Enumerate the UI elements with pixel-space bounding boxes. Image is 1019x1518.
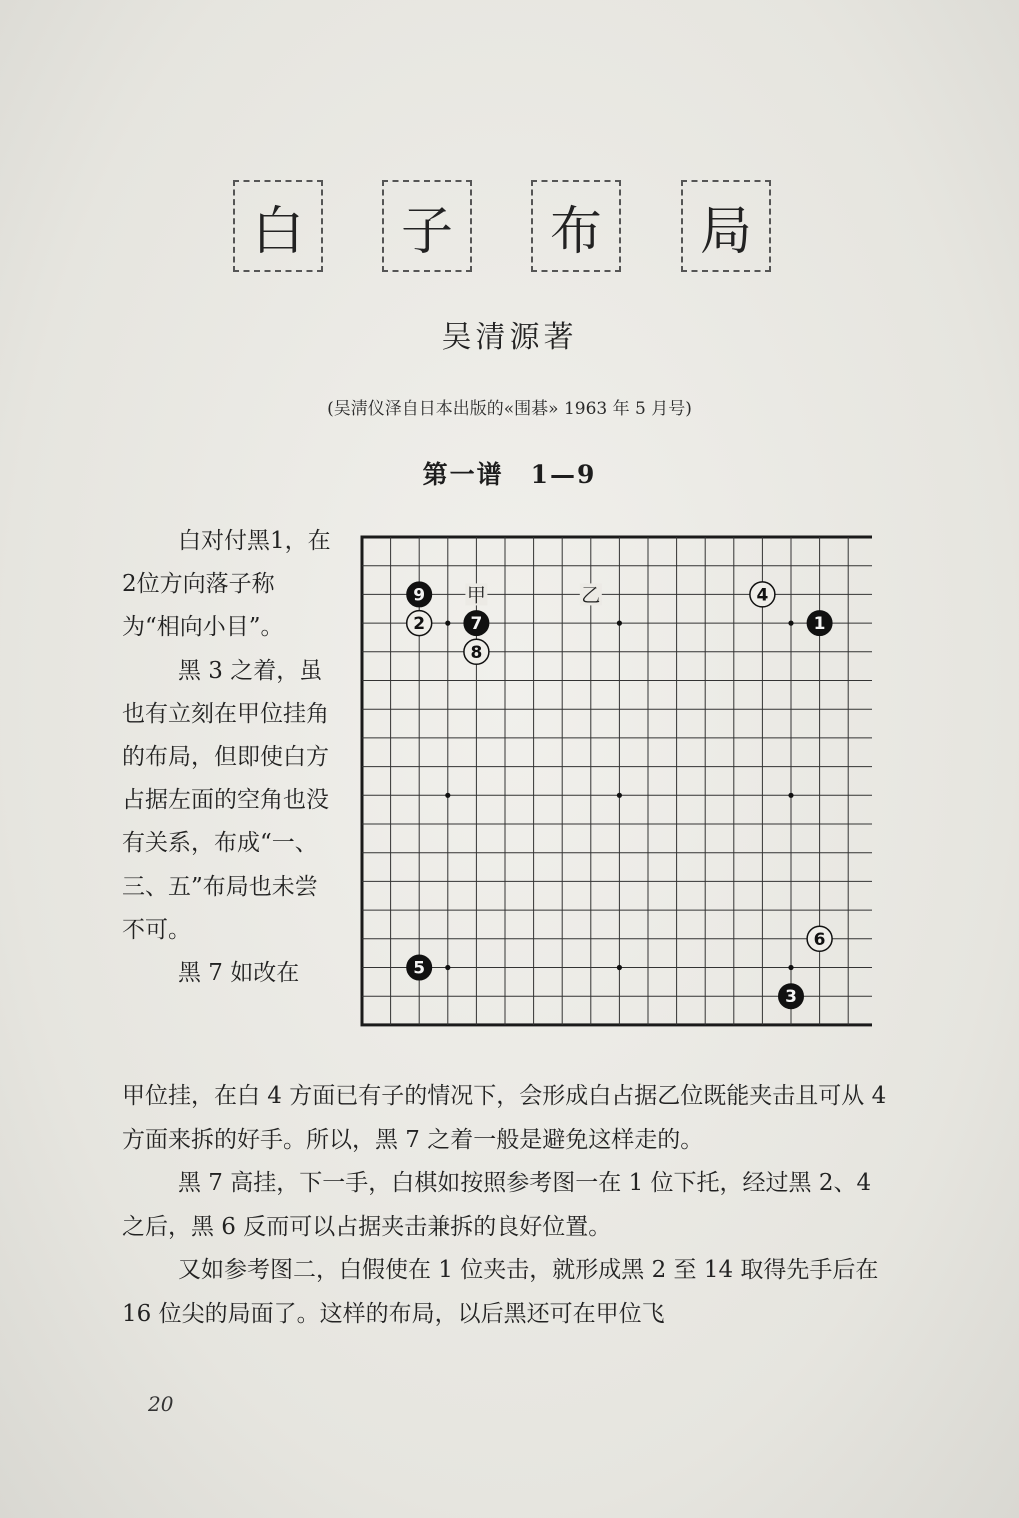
body-text	[122, 1075, 897, 1336]
body-paragraph: 甲位挂，在白 4 方面已有子的情况下，会形成白占据乙位既能夹击且可从 4 方面来拆的好手。所以，黑 7 之着一般是避免这样走的。	[122, 1083, 887, 1153]
stone-number: 9	[413, 585, 426, 606]
stone-number: 2	[413, 614, 426, 635]
title-char-4: 局	[681, 180, 771, 272]
star-point	[445, 621, 450, 626]
translator-note: (吴淸仪泽自日本出版的«围碁» 1963 年 5 月号)	[327, 399, 692, 419]
side-paragraph: 黑 7 如改在	[178, 960, 300, 987]
stone-number: 1	[813, 614, 826, 635]
go-board-diagram	[350, 522, 872, 1032]
page-number: 20	[148, 1392, 174, 1416]
star-point	[788, 965, 793, 970]
star-point	[788, 621, 793, 626]
board-label: 甲	[466, 584, 486, 607]
star-point	[445, 793, 450, 798]
side-paragraph: 黑 3 之着，虽也有立刻在甲位挂角的布局，但即使白方占据左面的空角也没有关系，布成“一、三、五”布局也未尝不可。	[122, 657, 329, 943]
side-paragraph: 白对付黑1，在2位方向落子称为“相向小目”。	[122, 528, 331, 641]
title-char-3: 布	[531, 180, 621, 272]
board-frame	[362, 537, 872, 1025]
body-paragraph: 又如参考图二，白假使在 1 位夹击，就形成黑 2 至 14 取得先手后在 16 位尖的局面了。这样的布局，以后黑还可在甲位飞	[122, 1257, 879, 1327]
star-point	[788, 793, 793, 798]
star-point	[617, 965, 622, 970]
star-point	[617, 621, 622, 626]
section-title: 第一谱 1—9	[422, 460, 597, 489]
title-char-2: 子	[382, 180, 472, 272]
stone-number: 5	[413, 958, 426, 979]
stone-number: 3	[785, 987, 797, 1008]
title-char-1: 白	[233, 180, 323, 272]
body-paragraph: 黑 7 高挂，下一手，白棋如按照参考图一在 1 位下托，经过黑 2、4 之后，黑 6 反而可以占据夹击兼拆的良好位置。	[122, 1170, 872, 1240]
star-point	[445, 965, 450, 970]
stone-number: 8	[470, 642, 483, 663]
author-line: 吴清源著	[441, 320, 578, 355]
stone-number: 7	[470, 614, 483, 635]
stone-number: 6	[813, 929, 826, 950]
star-point	[617, 793, 622, 798]
board-label: 乙	[581, 584, 601, 607]
stone-number: 4	[756, 585, 769, 606]
side-text-column	[122, 520, 332, 995]
